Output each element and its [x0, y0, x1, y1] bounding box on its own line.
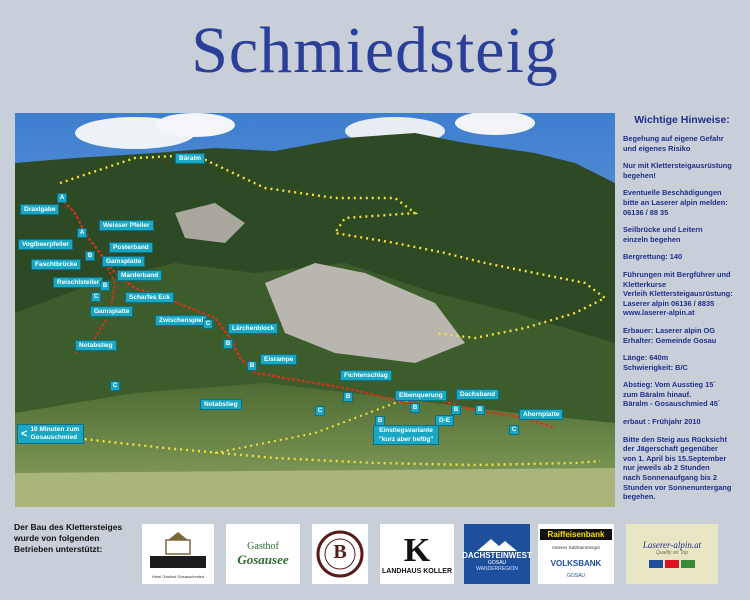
label-reischlsteiler: Reischlsteiler [53, 277, 103, 288]
sponsor-intro: Der Bau des Klettersteiges wurde von folgenden Betrieben unterstützt: [14, 522, 123, 554]
hints-title: Wichtige Hinweise: [634, 114, 730, 126]
hint-paragraph: Bergrettung: 140 [623, 252, 683, 262]
hint-paragraph: Seilbrücke und Leitern einzeln begehen [623, 225, 703, 244]
logo-b-emblem [312, 524, 368, 584]
logo-landhaus-koller [380, 524, 454, 584]
raiffeisen-name: Raiffeisenbank [540, 529, 612, 540]
seal-letter: B [333, 541, 347, 563]
section-marker: C [203, 319, 213, 329]
mountain-icon [477, 537, 517, 551]
label-faschtbrucke: Faschtbrücke [31, 259, 81, 270]
section-marker: B [410, 403, 420, 413]
label-gamsplatte-2: Gamsplatte [90, 306, 133, 317]
section-marker: C [91, 292, 101, 302]
hint-paragraph: Begehung auf eigene Gefahr und eigenes Risiko [623, 134, 724, 153]
hint-paragraph: Bitte den Steig aus Rücksicht der Jägerschaft gegenüber von 1. April bis 15.September nur jeweils ab 2 Stunden nach Sonnenaufgang bis 2 Stunden vor Sonnenuntergang begehen. [623, 434, 732, 502]
region-flag-icon [681, 560, 695, 568]
hint-paragraph: Länge: 640m Schwierigkeit: B/C [623, 353, 688, 372]
austria-flag-icon [665, 560, 679, 568]
hint-paragraph: Erbauer: Laserer alpin OG Erhalter: Gemeinde Gosau [623, 325, 717, 345]
logo-gosauschmied [142, 524, 214, 584]
label-ahornplatte: Ahornplatte [519, 409, 563, 420]
label-eisrampe: Eisrampe [260, 354, 297, 365]
raiffeisen-sub: Inneres Salzkammergut [552, 544, 600, 550]
dachstein-name: DACHSTEINWEST [462, 550, 532, 560]
logo-gasthof-gosausee [226, 524, 300, 584]
section-marker: B [375, 416, 385, 426]
approach-sign [17, 424, 84, 444]
label-de: D-E [435, 415, 454, 426]
label-voglbeerpfeiler: Voglbeerpfeiler [18, 239, 73, 250]
label-dachsband: Dachsband [456, 389, 499, 400]
label-fichtenschlag: Fichtenschlag [340, 370, 392, 381]
hints-panel [619, 113, 745, 507]
approach-text: 10 Minuten zum Gosauschmied [30, 426, 80, 441]
label-zwischenspiel: Zwischenspiel [155, 315, 207, 326]
eu-flag-icon [649, 560, 663, 568]
section-marker: B [223, 339, 233, 349]
section-marker: B [343, 392, 353, 402]
logo-laserer [626, 524, 718, 584]
label-marderband: Marderband [117, 270, 162, 281]
label-baralm: Bäralm [175, 153, 205, 164]
label-notabstieg-2: Notabstieg [200, 399, 242, 410]
gosausee-label: Gosausee [237, 551, 289, 567]
volksbank-sub: GOSAU [566, 573, 586, 580]
label-gamsplatte-1: Gamsplatte [102, 256, 145, 267]
section-marker: C [315, 406, 325, 416]
label-posterband: Posterband [109, 242, 153, 253]
section-marker: C [509, 425, 519, 435]
label-notabstieg-1: Notabstieg [75, 340, 117, 351]
label-scharfes-eck: Scharfes Eck [125, 292, 174, 303]
gosauschmied-name: Hotel Gasthof Gosauschmied [151, 573, 205, 579]
logo-dachsteinwest [464, 524, 530, 584]
section-marker: A [57, 193, 67, 203]
page-title: Schmiedsteig [191, 14, 559, 87]
label-larchenblock: Lärchenblock [228, 323, 278, 334]
dachstein-foot: WANDERREGION [476, 565, 518, 572]
section-marker: B [451, 405, 461, 415]
hint-paragraph: erbaut : Frühjahr 2010 [623, 417, 701, 427]
funding-flags [649, 560, 695, 568]
label-draxlgabe: Draxlgabe [20, 204, 59, 215]
gasthof-label: Gasthof [247, 540, 279, 552]
arrow-left-icon: < [21, 427, 28, 440]
section-marker: B [475, 405, 485, 415]
dachstein-sub: GOSAU [487, 559, 507, 566]
label-einstiegsvariante: Einstiegsvariante "kurz aber heftig" [373, 425, 439, 445]
hint-paragraph: Abstieg: Vom Ausstieg 15´ zum Bäralm hinauf. Bäralm - Gosauschmied 45´ [623, 380, 721, 409]
section-marker: A [77, 228, 87, 238]
label-weisser-pfeiler: Weisser Pfeiler [99, 220, 154, 231]
section-marker: C [110, 381, 120, 391]
label-elbenquerung: Elbenquerung [395, 390, 447, 401]
route-photo [15, 113, 615, 507]
volksbank-name: VOLKSBANK [550, 559, 602, 569]
landhaus-letter: K [403, 531, 431, 569]
hint-paragraph: Eventuelle Beschädigungen bitte an Laserer alpin melden: 06136 / 88 35 [623, 188, 728, 217]
laserer-name: Laserer-alpin.at [642, 540, 702, 550]
hint-paragraph: Führungen mit Bergführer und Kletterkurse Verleih Klettersteigausrüstung: Laserer alpin 06136 / 8835 www.laserer-alpin.at [623, 269, 733, 318]
section-marker: B [85, 251, 95, 261]
section-marker: B [247, 361, 257, 371]
gosauschmied-emblem-icon [148, 530, 208, 574]
hint-paragraph: Nur mit Klettersteigausrüstung begehen! [623, 161, 732, 180]
laserer-sub: Quality on Top [655, 550, 689, 556]
landhaus-name: LANDHAUS KOLLER [382, 567, 452, 575]
logo-banks [538, 524, 614, 584]
section-marker: B [100, 281, 110, 291]
